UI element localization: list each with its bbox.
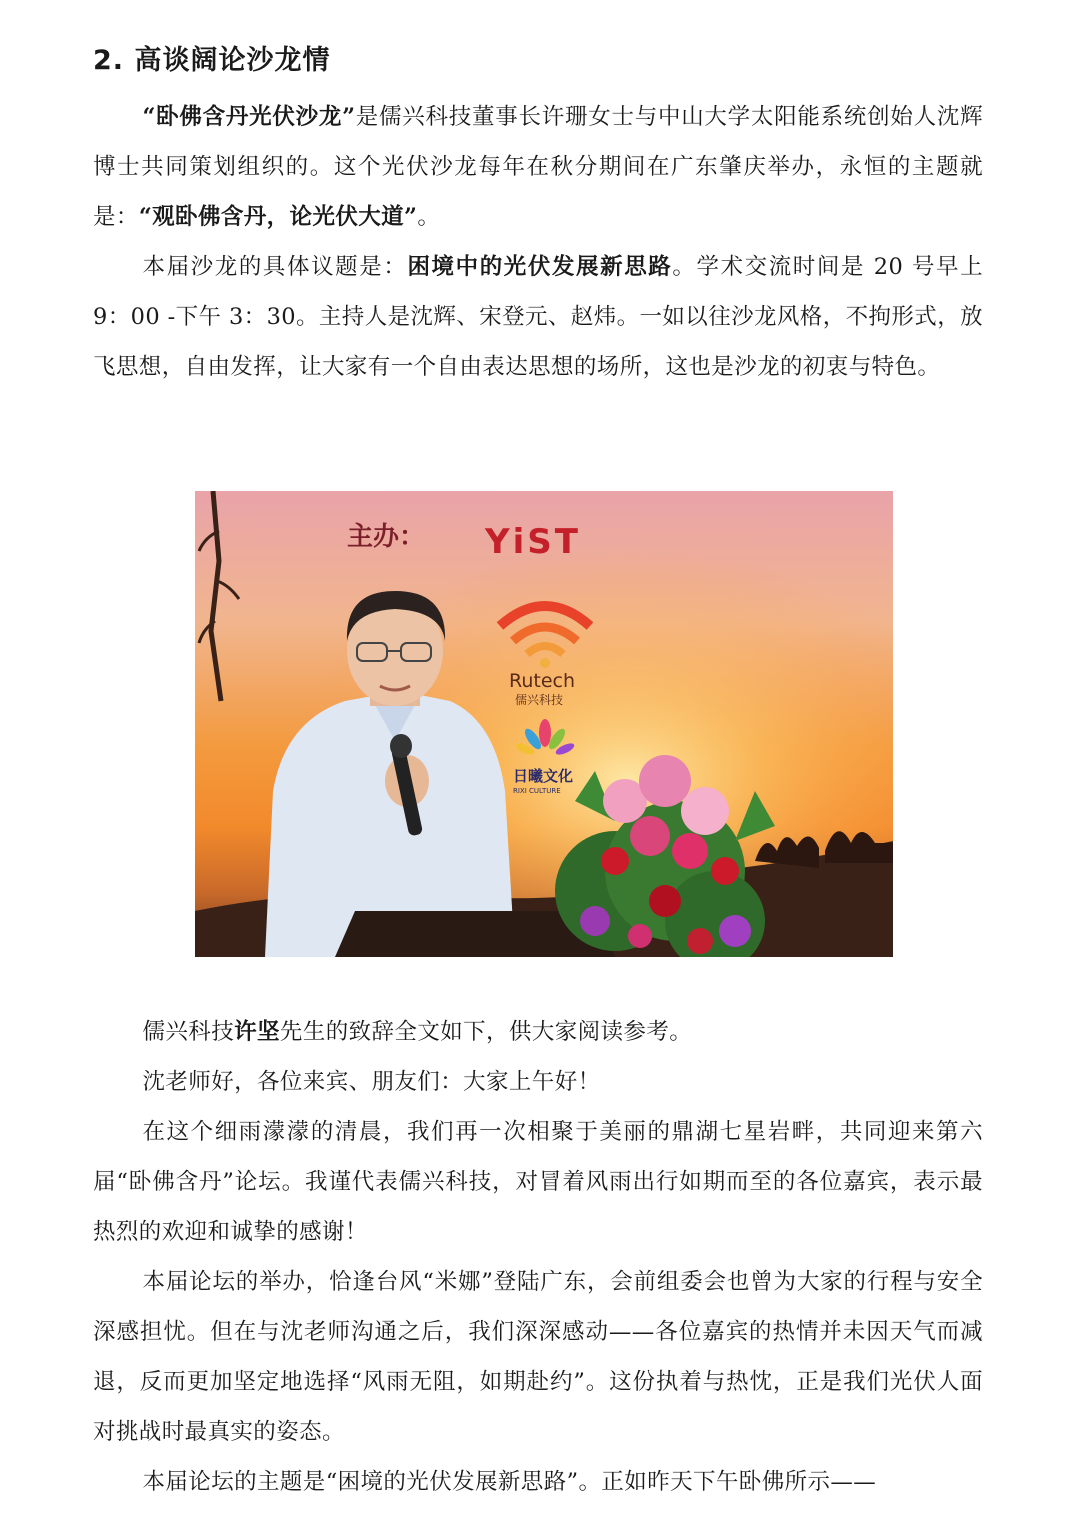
topic-details: 。学术交流时间是 20 号早上 9：00 -下午 3：30。主持人是沈辉、宋登元、赵炜。一如以往沙龙风格，不拘形式，放飞思想，自由发挥，让大家有一个自由表达思想的场所，这也是沙龙的初衷与特色。 (93, 254, 984, 380)
brand-rixi: 日曦文化 (513, 767, 574, 785)
topic-title: 困境中的光伏发展新思路 (407, 254, 673, 280)
salon-intro-end: 。 (417, 204, 441, 230)
brand-rixi-en: RIXI CULTURE (513, 787, 561, 795)
paragraph-salon-intro (93, 92, 983, 242)
speech-intro-end: 先生的致辞全文如下，供大家阅读参考。 (279, 1019, 693, 1045)
banner-label: 主办： (347, 522, 426, 552)
paragraph-greeting: 沈老师好，各位来宾、朋友们：大家上午好！ (142, 1069, 601, 1095)
paragraph-speech-intro (93, 1007, 983, 1057)
brand-rutech-cn: 儒兴科技 (515, 693, 564, 707)
paragraph-welcome: 在这个细雨濛濛的清晨，我们再一次相聚于美丽的鼎湖七星岩畔，共同迎来第六届“卧佛含丹”论坛。我谨代表儒兴科技，对冒着风雨出行如期而至的各位嘉宾，表示最热烈的欢迎和诚挚的感谢！ (93, 1119, 983, 1245)
brand-rutech: Rutech (509, 670, 576, 692)
paragraph-typhoon: 本届论坛的举办，恰逢台风“米娜”登陆广东，会前组委会也曾为大家的行程与安全深感担忧。但在与沈老师沟通之后，我们深深感动——各位嘉宾的热情并未因天气而减退，反而更加坚定地选择“风雨无阻，如期赴约”。这份执着与热忱，正是我们光伏人面对挑战时最真实的姿态。 (93, 1269, 983, 1445)
salon-theme: “观卧佛含丹，论光伏大道” (138, 204, 418, 230)
salon-name: “卧佛含丹光伏沙龙” (142, 104, 356, 130)
section-heading: 2. 高谈阔论沙龙情 (93, 45, 331, 76)
topic-lead: 本届沙龙的具体议题是： (142, 254, 408, 280)
paragraph-forum-theme: 本届论坛的主题是“困境的光伏发展新思路”。正如昨天下午卧佛所示—— (142, 1469, 877, 1495)
speech-intro-lead: 儒兴科技 (142, 1019, 235, 1045)
brand-yist: YiST (485, 522, 581, 562)
event-photo (195, 491, 893, 957)
paragraph-salon-topic (93, 242, 983, 392)
salon-intro-text: 是儒兴科技董事长许珊女士与中山大学太阳能系统创始人沈辉博士共同策划组织的。这个光伏沙龙每年在秋分期间在广东肇庆举办，永恒的主题就是： (93, 104, 983, 230)
speaker-name: 许坚 (234, 1019, 280, 1045)
